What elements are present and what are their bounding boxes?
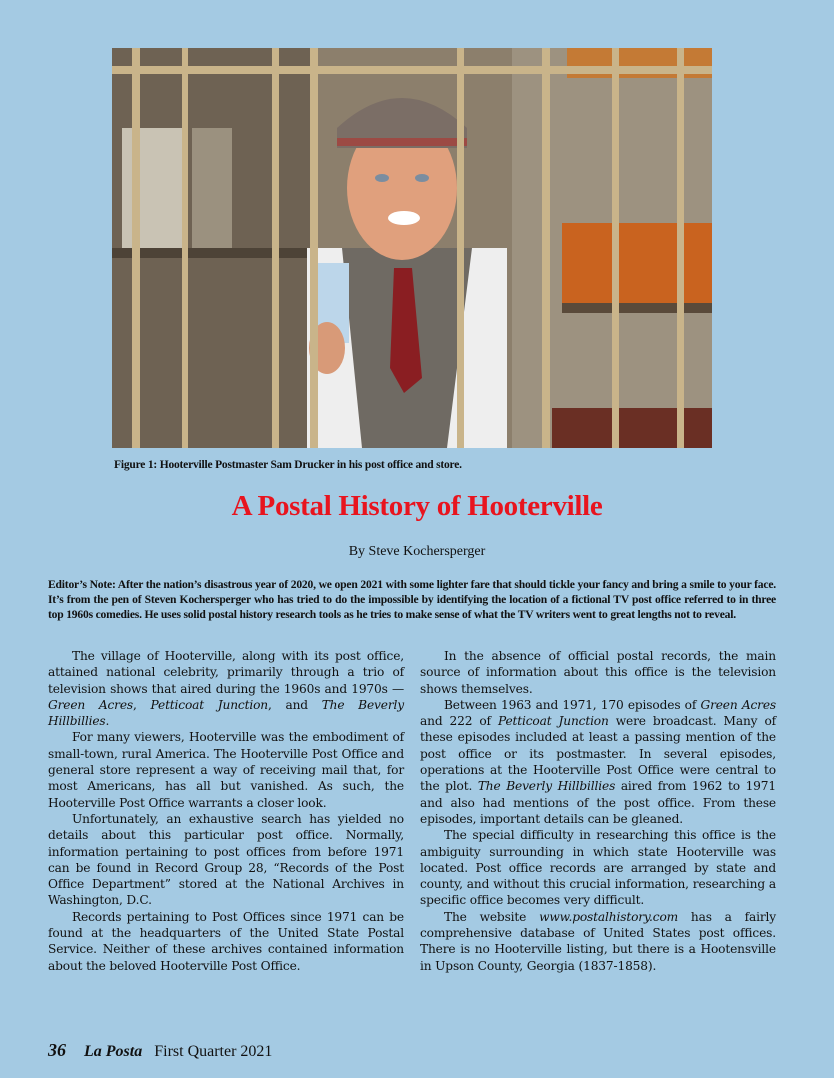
figure-caption: Figure 1: Hooterville Postmaster Sam Drucker in his post office and store. xyxy=(114,459,462,471)
byline: By Steve Kochersperger xyxy=(348,544,486,559)
paragraph-text: , xyxy=(133,697,151,712)
editor-note: Editor’s Note: After the nation’s disastrous year of 2020, we open 2021 with some lighter fare that should tickle your fancy and bring a smile to your face. It’s from the pen of Steven Kochersperger who has tried to do the impossible by identifying the location of a fictional TV post office referred to in three top 1960s comedies. He uses solid postal history research tools as he tries to make sense of what the TV writers went to great lengths not to reveal. xyxy=(48,578,776,621)
body-column-left xyxy=(48,648,404,974)
paragraph-text: The website xyxy=(444,909,540,924)
postmaster-photo-illustration xyxy=(112,48,712,448)
italic-title-text: Petticoat Junction xyxy=(150,697,268,712)
italic-title-text: Green Acres xyxy=(700,697,776,712)
paragraph-text: For many viewers, Hooterville was the embodiment of small-town, rural America. The Hooterville Post Office and general store represent a way of receiving mail that, for most Americans, has all but vanished. As such, the Hooterville Post Office warrants a closer look. xyxy=(48,730,404,810)
body-paragraph xyxy=(48,729,404,810)
body-paragraph xyxy=(420,909,776,974)
paragraph-text: Records pertaining to Post Offices since 1971 can be found at the headquarters of the United State Postal Service. Neither of these archives contained information about the beloved Hooterville Post Office. xyxy=(48,909,404,973)
body-paragraph xyxy=(420,697,776,827)
page-footer xyxy=(48,1040,272,1061)
paragraph-text: aired from 1962 to 1971 and also had mentions of the post office. From these episodes, important details can be gleaned. xyxy=(420,779,776,826)
body-paragraph xyxy=(420,827,776,908)
body-paragraph xyxy=(48,909,404,974)
magazine-name: La Posta xyxy=(84,1043,143,1060)
paragraph-text: The special difficulty in researching this office is the ambiguity surrounding in which state Hooterville was located. Post office records are arranged by state and county, and without this crucial information, researching a specific office becomes very difficult. xyxy=(420,828,776,908)
paragraph-text: were broadcast. Many of these episodes included at least a passing mention of the post office or its postmaster. In several episodes, operations at the Hooterville Post Office were central to the plot. xyxy=(420,714,777,794)
italic-title-text: Petticoat Junction xyxy=(497,714,609,729)
italic-title-text: The Beverly Hillbillies xyxy=(477,779,616,794)
paragraph-text: has a fairly comprehensive database of United States post offices. There is no Hooterville listing, but there is a Hootensville in Upson County, Georgia (1837-1858). xyxy=(420,909,776,973)
body-paragraph xyxy=(48,811,404,909)
paragraph-text: The village of Hooterville, along with its post office, attained national celebrity, primarily through a trio of television shows that aired during the 1960s and 1970s — xyxy=(48,649,404,696)
italic-title-text: The Beverly Hillbillies xyxy=(48,697,405,729)
figure-photo xyxy=(112,48,712,448)
paragraph-text: and 222 of xyxy=(420,714,498,729)
article-title: A Postal History of Hooterville xyxy=(231,490,603,522)
paragraph-text: Between 1963 and 1971, 170 episodes of xyxy=(444,697,701,712)
italic-title-text: www.postalhistory.com xyxy=(539,909,679,924)
body-paragraph xyxy=(420,648,776,697)
paragraph-text: Unfortunately, an exhaustive search has yielded no details about this particular post office. Normally, information pertaining to post offices from before 1971 can be found in Record Group 28, “Records of the Post Office Department” stored at the National Archives in Washington, D.C. xyxy=(48,811,404,908)
page-number: 36 xyxy=(48,1040,66,1060)
paragraph-text: , and xyxy=(267,697,322,712)
issue-label: First Quarter 2021 xyxy=(154,1043,273,1060)
paragraph-text: . xyxy=(105,714,110,729)
italic-title-text: Green Acres xyxy=(48,697,134,712)
body-paragraph xyxy=(48,648,404,729)
body-column-right xyxy=(420,648,776,974)
paragraph-text: In the absence of official postal records, the main source of information about this office is the television shows themselves. xyxy=(420,649,776,696)
